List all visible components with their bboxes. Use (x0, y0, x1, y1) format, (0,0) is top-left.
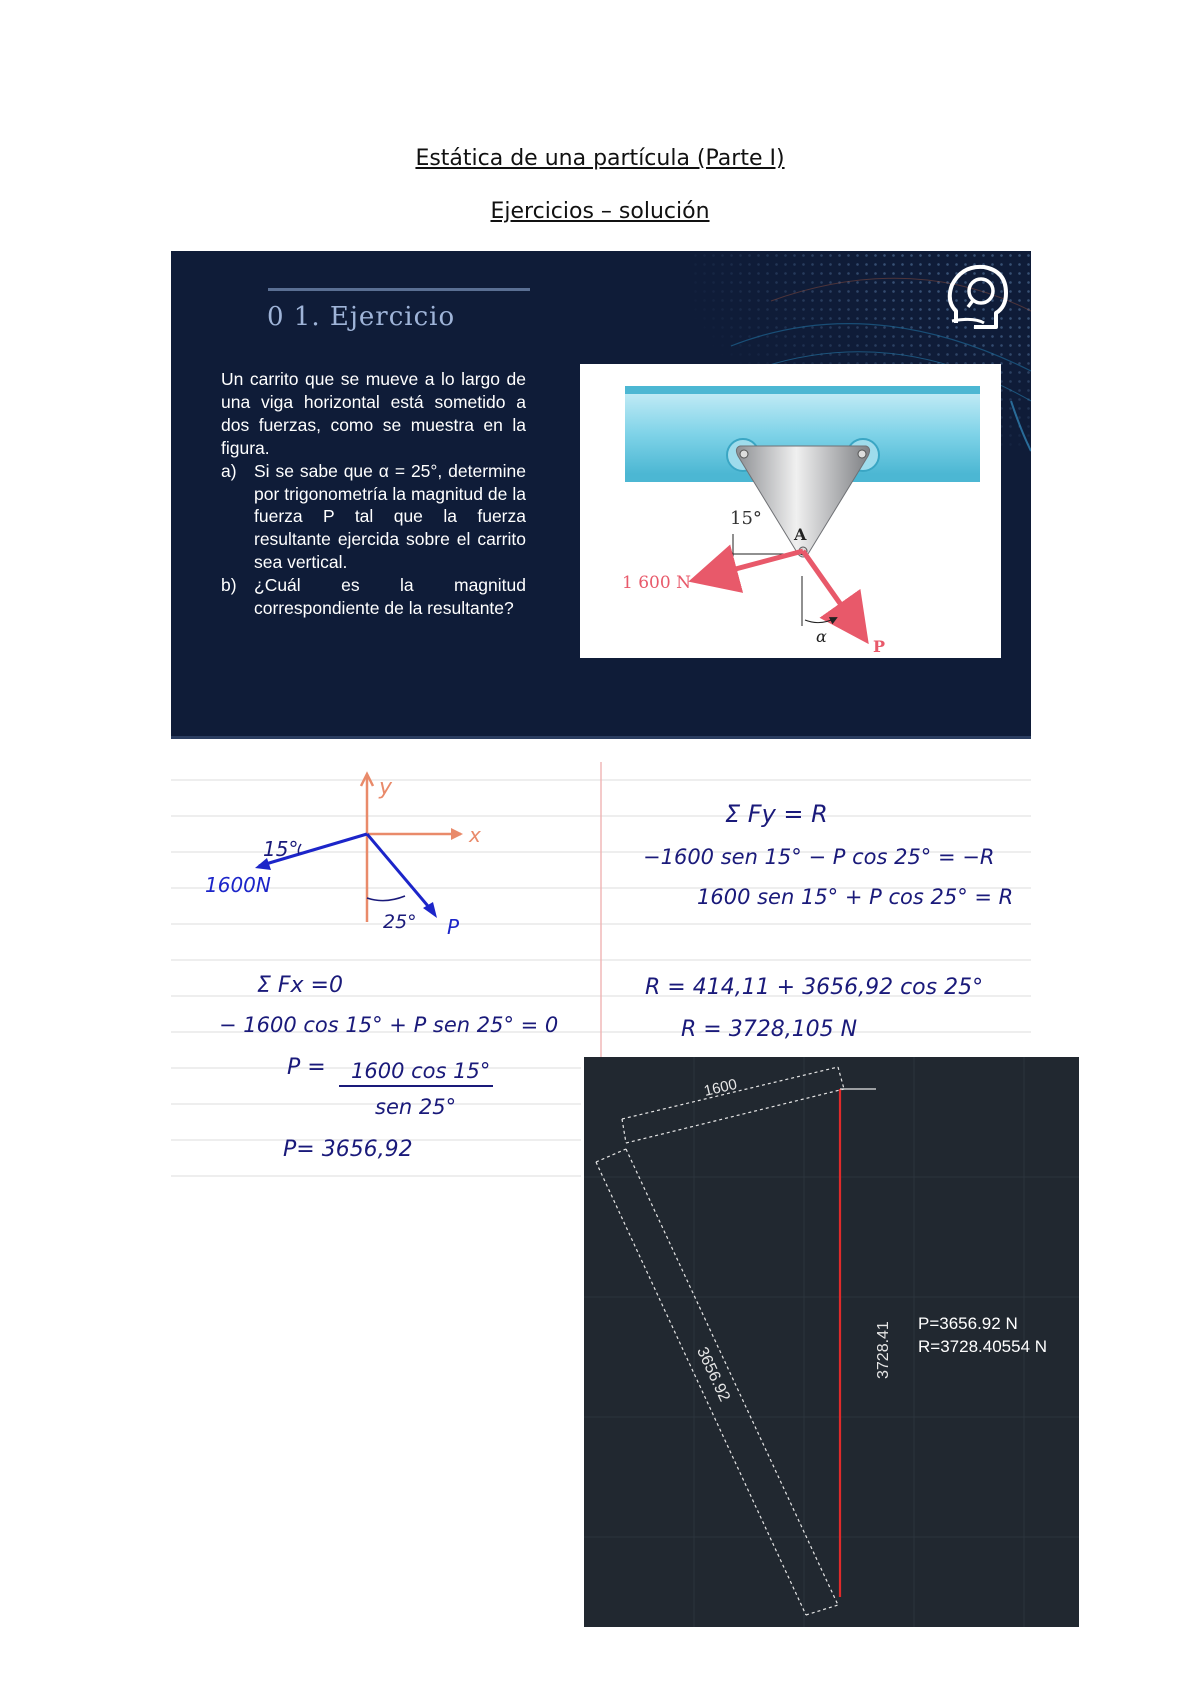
item-label: b) (221, 575, 237, 596)
item-text: Si se sabe que α = 25°, determine por trigonometría la magnitud de la fuerza P tal que la fuerza resultante ejercida sobre el carrito sea vertical. (254, 460, 526, 573)
exercise-heading: 0 1. Ejercicio (267, 302, 456, 332)
force-1600-note: 1600N (205, 873, 271, 897)
cad-drawing (584, 1057, 1079, 1627)
exercise-statement (221, 368, 526, 620)
angle-15-label: 15° (730, 508, 762, 529)
sum-fy-equation: Σ Fy = R (725, 800, 828, 828)
result-r-label: R=3728.40554 N (918, 1337, 1048, 1356)
force-1600-label: 1 600 N (622, 573, 691, 593)
p-label: P (873, 637, 886, 656)
result-p-label: P=3656.92 N (918, 1314, 1018, 1333)
angle-15-note: 15° (263, 837, 299, 861)
p-note: P (447, 915, 460, 939)
r-result: R = 3728,105 N (681, 1017, 858, 1042)
item-text: ¿Cuál es la magnitud correspondiente de la resultante? (254, 575, 526, 619)
fy-balance-equation: −1600 sen 15° − P cos 25° = −R (643, 845, 995, 869)
p-result: P= 3656,92 (283, 1137, 413, 1162)
document-subtitle: Ejercicios – solución (490, 199, 710, 224)
angle-25-note: 25° (383, 911, 417, 933)
dim-vertical-label: 3728.41 (875, 1321, 892, 1379)
exercise-item-a (221, 460, 526, 575)
r-substitution-equation: R = 414,11 + 3656,92 cos 25° (645, 975, 984, 1000)
head-icon (944, 261, 1014, 341)
axis-x-label: x (469, 823, 481, 847)
slide-bottom-border (171, 736, 1031, 739)
p-equals-label: P = (287, 1055, 326, 1080)
point-a-label: A (794, 525, 807, 544)
cart-figure (580, 364, 1001, 658)
alpha-label: α (816, 627, 827, 646)
exercise-item-b (221, 574, 526, 620)
cart-figure-drawing (580, 364, 1001, 658)
dim-1600-label: 1600 (702, 1075, 739, 1100)
exercise-intro: Un carrito que se mueve a lo largo de una viga horizontal está sometido a dos fuerzas, como se muestra en la figura. (221, 369, 526, 458)
fx-balance-equation: − 1600 cos 15° + P sen 25° = 0 (219, 1013, 559, 1037)
item-label: a) (221, 460, 237, 481)
dim-diagonal-label: 3656.92 (693, 1344, 733, 1405)
exercise-slide (171, 251, 1031, 738)
fraction-denominator: sen 25° (375, 1095, 457, 1119)
axis-y-label: y (379, 775, 393, 800)
heading-rule (268, 288, 530, 291)
cad-canvas (584, 1057, 1079, 1627)
fraction-numerator: 1600 cos 15° (351, 1059, 491, 1083)
document-title: Estática de una partícula (Parte I) (415, 146, 785, 171)
fy-rearranged-equation: 1600 sen 15° + P cos 25° = R (697, 885, 1014, 909)
sum-fx-equation: Σ Fx =0 (257, 973, 343, 998)
